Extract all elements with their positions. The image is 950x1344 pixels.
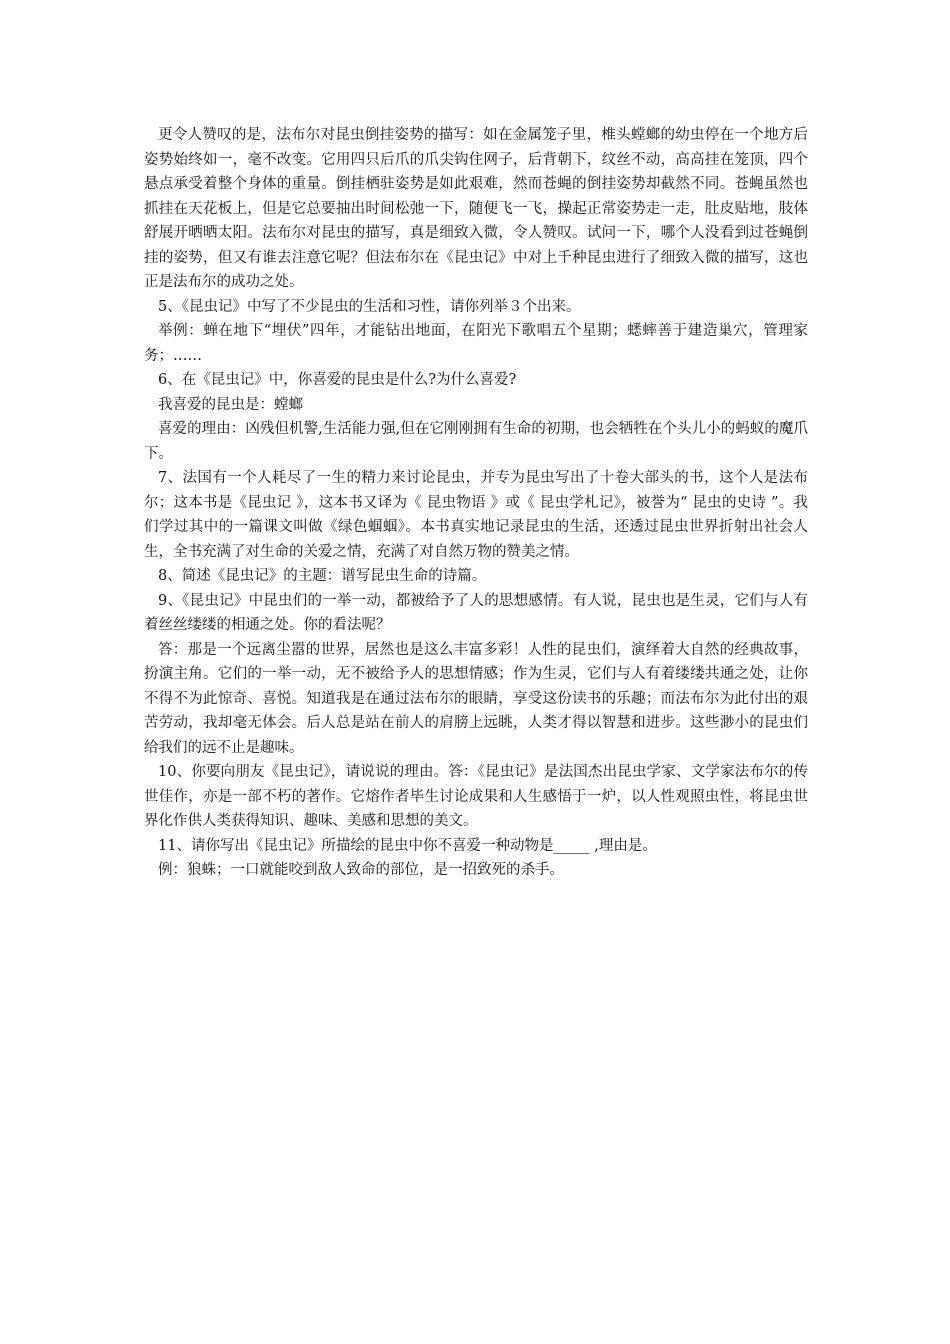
document-page xyxy=(144,123,808,883)
paragraph-mantis-description: 更令人赞叹的是，法布尔对昆虫倒挂姿势的描写：如在金属笼子里，椎头螳螂的幼虫停在一个地方后姿势始终如一，毫不改变。它用四只后爪的爪尖钩住网子，后背朝下，纹丝不动，高高挂在笼顶，四个悬点承受着整个身体的重量。倒挂栖驻姿势是如此艰难，然而苍蝇的倒挂姿势却截然不同。苍蝇虽然也抓挂在天花板上，但是它总要抽出时间松弛一下，随便飞一飞，操起正常姿势走一走，肚皮贴地，肢体舒展开晒晒太阳。法布尔对昆虫的描写，真是细致入微，令人赞叹。试问一下，哪个人没看到过苍蝇倒挂的姿势，但又有谁去注意它呢？但法布尔在《昆虫记》中对上千种昆虫进行了细致入微的描写，这也正是法布尔的成功之处。 xyxy=(144,127,808,290)
answer-9: 答：那是一个远离尘嚣的世界，居然也是这么丰富多彩！人性的昆虫们，演绎着大自然的经典故事，扮演主角。它们的一举一动，无不被给予人的思想情感；作为生灵，它们与人有着缕缕共通之处，让你不得不为此惊奇、喜悦。知道我是在通过法布尔的眼睛，享受这份读书的乐趣；而法布尔为此付出的艰苦劳动，我却毫无体会。后人总是站在前人的肩膀上远眺，人类才得以智慧和进步。这些渺小的昆虫们给我们的远不止是趣味。 xyxy=(144,641,808,756)
answer-6-favorite: 我喜爱的昆虫是：螳螂 xyxy=(158,396,303,413)
answer-5: 举例：蝉在地下“埋伏”四年，才能钻出地面，在阳光下歌唱五个星期；蟋蟀善于建造巢穴，管理家务；…… xyxy=(144,323,808,364)
question-8: 8、简述《昆虫记》的主题：谱写昆虫生命的诗篇。 xyxy=(158,568,487,584)
question-10: 10、你要向朋友《昆虫记》，请说说的理由。答：《昆虫记》是法国杰出昆虫学家、文学家法布尔的传世佳作，亦是一部不朽的著作。它熔作者毕生讨论成果和人生感悟于一炉，以人性观照虫性，将昆虫世界化作供人类获得知识、趣味、美感和思想的美文。 xyxy=(144,764,808,829)
answer-6-reason: 喜爱的理由：凶残但机警,生活能力强,但在它刚刚拥有生命的初期，也会牺牲在个头儿小的蚂蚁的魔爪下。 xyxy=(144,421,808,462)
question-5: 5、《昆虫记》中写了不少昆虫的生活和习性，请你列举３个出来。 xyxy=(158,298,581,315)
question-9: 9、《昆虫记》中昆虫们的一举一动，都被给予了人的思想感情。有人说，昆虫也是生灵，它们与人有着丝丝缕缕的相通之处。你的看法呢？ xyxy=(144,592,808,633)
question-7: 7、法国有一个人耗尽了一生的精力来讨论昆虫，并专为昆虫写出了十卷大部头的书，这个人是法布尔；这本书是《昆虫记 》，这本书又译为《 昆虫物语 》或《 昆虫学札记》，被誉为“ 昆虫的史诗 ”。我们学过其中的一篇课文叫做《绿色蝈蝈》。本书真实地记录昆虫的生活，还透过昆虫世界折射出社会人生，全书充满了对生命的关爱之情，充满了对自然万物的赞美之情。 xyxy=(144,470,808,560)
question-6: 6、在《昆虫记》中，你喜爱的昆虫是什么?为什么喜爱? xyxy=(158,372,517,388)
question-11: 11、请你写出《昆虫记》所描绘的昆虫中你不喜爱一种动物是_____ ,理由是。 xyxy=(158,837,657,854)
answer-11: 例：狼蛛；一口就能咬到敌人致命的部位，是一招致死的杀手。 xyxy=(158,862,564,878)
